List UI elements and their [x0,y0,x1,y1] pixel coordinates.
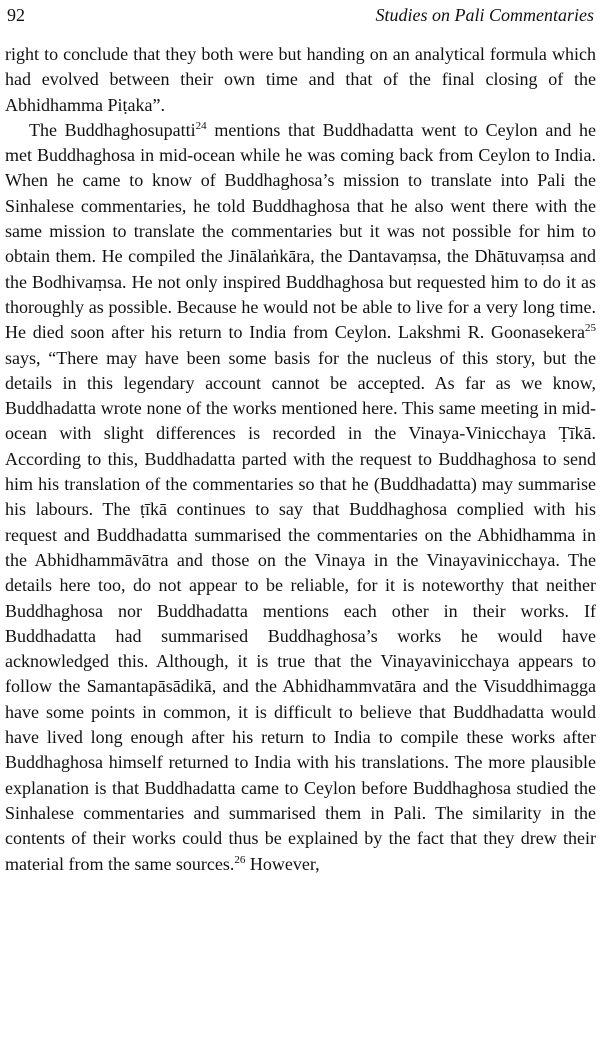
footnote-ref-24[interactable]: 24 [195,119,207,132]
paragraph-text: says, “There may have been some basis for the nucleus of this story, but the details in this legendary account cannot be accepted. As far as we know, Buddhadatta wrote none of the works mentioned here. This same meeting in mid-ocean with slight differences is recorded in the Vinaya-Vinicchaya Ṭīkā. According to this, Buddhadatta parted with the request to Buddhaghosa to send him his translation of the commentaries so that he (Buddhadatta) may summarise his labours. The ṭīkā continues to say that Buddhaghosa complied with his request and Buddhadatta summarised the commentaries on the Abhidhamma in the Abhidhammāvātra and those on the Vinaya in the Vinayavinicchaya. The details here too, do not appear to be reliable, for it is noteworthy that neither Buddhaghosa nor Buddhadatta mentions each other in their works. If Buddhadatta had summarised Buddhaghosa’s works he would have acknowledged this. Although, it is true that the Vinayavinicchaya appears to follow the Samantapāsādikā, and the Abhidhammvatāra and the Visuddhimagga have some points in common, it is difficult to believe that Buddhadatta would have lived long enough after his return to India to compile these works after Buddhaghosa himself returned to India with his translations. The more plausible explanation is that Buddhadatta came to Ceylon before Buddhaghosa studied the Sinhalese commentaries and summarised them in Pali. The similarity in the contents of their works could thus be explained by the fact that they drew their material from the same sources. [5,347,596,874]
paragraph-buddhaghosupatti [5,118,596,877]
running-head [5,0,596,30]
paragraph-text: right to conclude that they both were but handing on an analytical formula which had evolved between their own time and that of the final closing of the Abhidhamma Piṭaka”. [5,44,596,115]
page-number: 92 [7,5,25,25]
paragraph-text: mentions that Buddhadatta went to Ceylon and he met Buddhaghosa in mid-ocean while he was coming back from Ceylon to India. When he came to know of Buddhaghosa’s mission to translate into Pali the Sinhalese commentaries, he told Buddhaghosa that he also went there with the same mission to translate the commentaries but it was not possible for him to obtain them. He compiled the Jinālaṅkāra, the Dantavaṃsa, the Dhātuvaṃsa and the Bodhivaṃsa. He not only inspired Buddhaghosa but requested him to do it as thoroughly as possible. Because he would not be able to live for a very long time. He died soon after his return to India from Ceylon. Lakshmi R. Goonasekera [5,119,596,343]
footnote-ref-25[interactable]: 25 [585,322,596,335]
paragraph-text: The Buddhaghosupatti [29,119,196,140]
paragraph-continued [5,42,596,118]
paragraph-text: However, [245,853,320,874]
footnote-ref-26[interactable]: 26 [234,853,246,866]
running-title: Studies on Pali Commentaries [375,5,594,25]
body-text [5,42,596,877]
